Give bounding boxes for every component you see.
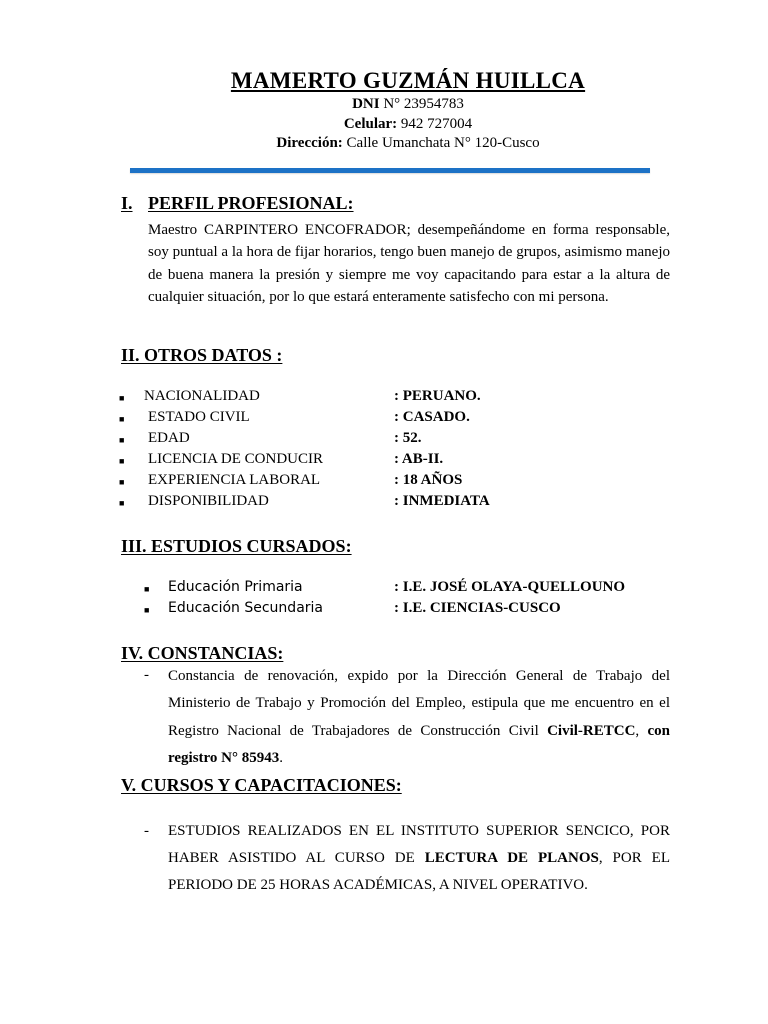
cursos-dash: -: [144, 823, 149, 839]
otros-datos-label: ESTADO CIVIL: [148, 409, 250, 425]
otros-datos-value: : 18 AÑOS: [394, 472, 463, 488]
bullet-icon: ■: [119, 393, 125, 403]
estudios-label: Educación Primaria: [168, 579, 303, 595]
otros-datos-label: EXPERIENCIA LABORAL: [148, 472, 321, 488]
section-constancias-title: IV. CONSTANCIAS:: [121, 643, 284, 663]
estudios-label: Educación Secundaria: [168, 600, 323, 616]
otros-datos-value: : CASADO.: [394, 409, 470, 425]
constancias-text-c: .: [279, 750, 284, 767]
bullet-icon: ■: [119, 498, 125, 508]
constancias-dash: -: [144, 667, 149, 683]
bullet-icon: ■: [144, 584, 150, 594]
section-estudios-title: III. ESTUDIOS CURSADOS:: [121, 536, 352, 556]
otros-datos-value: : PERUANO.: [394, 388, 481, 404]
section-perfil-title: PERFIL PROFESIONAL:: [148, 193, 354, 213]
cursos-text-b: , POR EL PERIODO DE 25 HORAS ACADÉMICAS, A NIVEL OPERATIVO.: [168, 850, 671, 893]
header-divider: [130, 168, 650, 173]
otros-datos-label: LICENCIA DE CONDUCIR: [148, 451, 323, 467]
bullet-icon: ■: [119, 435, 125, 445]
bullet-icon: ■: [119, 414, 125, 424]
constancias-registro: con registro N° 85943: [168, 722, 670, 767]
dni-label: DNI: [352, 96, 380, 112]
constancias-text-a: Constancia de renovación, expido por la Dirección General de Trabajo del Ministerio de Trabajo y Promoción del Empleo, estipula que me encuentro en el Registro Nacional de Trabajadores de Construcción Civil: [168, 668, 670, 739]
candidate-name: [0, 68, 768, 94]
perfil-paragraph: Maestro CARPINTERO ENCOFRADOR; desempeñándome en forma responsable, soy puntual a la hora de fijar horarios, tengo buen manejo de grupos, asimismo manejo de buena manera la presión y siempre me voy capacitando para estar a la altura de cualquier situación, por lo que estará enteramente satisfecho con mi persona.: [148, 222, 670, 305]
constancias-paragraph: [168, 663, 670, 773]
address-label: Dirección:: [276, 135, 343, 151]
otros-datos-value: : INMEDIATA: [394, 493, 490, 509]
otros-datos-label: EDAD: [148, 430, 190, 446]
phone-line: [0, 116, 768, 133]
candidate-name-text: MAMERTO GUZMÁN HUILLCA: [230, 68, 586, 93]
section-otros-datos-title: II. OTROS DATOS :: [121, 345, 283, 365]
section-cursos-title: V. CURSOS Y CAPACITACIONES:: [121, 775, 402, 795]
constancias-retcc: Civil-RETCC: [547, 722, 636, 739]
bullet-icon: ■: [119, 477, 125, 487]
otros-datos-value: : AB-II.: [394, 451, 444, 467]
section-perfil-heading: [121, 193, 133, 214]
estudios-value: : I.E. JOSÉ OLAYA-QUELLOUNO: [394, 579, 626, 595]
dni-value: N° 23954783: [379, 96, 464, 112]
otros-datos-label: NACIONALIDAD: [144, 388, 260, 404]
phone-value: 942 727004: [397, 116, 473, 132]
bullet-icon: ■: [144, 605, 150, 615]
otros-datos-label: DISPONIBILIDAD: [148, 493, 269, 509]
cursos-text-a: ESTUDIOS REALIZADOS EN EL INSTITUTO SUPERIOR SENCICO, POR HABER ASISTIDO AL CURSO DE: [168, 823, 670, 866]
address-line: [0, 135, 768, 152]
section-perfil-number: I.: [121, 193, 133, 213]
bullet-icon: ■: [119, 456, 125, 466]
phone-label: Celular:: [343, 116, 398, 132]
cursos-paragraph: [168, 818, 670, 899]
estudios-value: : I.E. CIENCIAS-CUSCO: [394, 600, 561, 616]
address-value: Calle Umanchata N° 120-Cusco: [342, 135, 540, 151]
dni-line: [0, 96, 768, 113]
cursos-lectura-planos: LECTURA DE PLANOS: [424, 850, 599, 866]
constancias-text-b: ,: [635, 722, 648, 739]
otros-datos-value: : 52.: [394, 430, 422, 446]
